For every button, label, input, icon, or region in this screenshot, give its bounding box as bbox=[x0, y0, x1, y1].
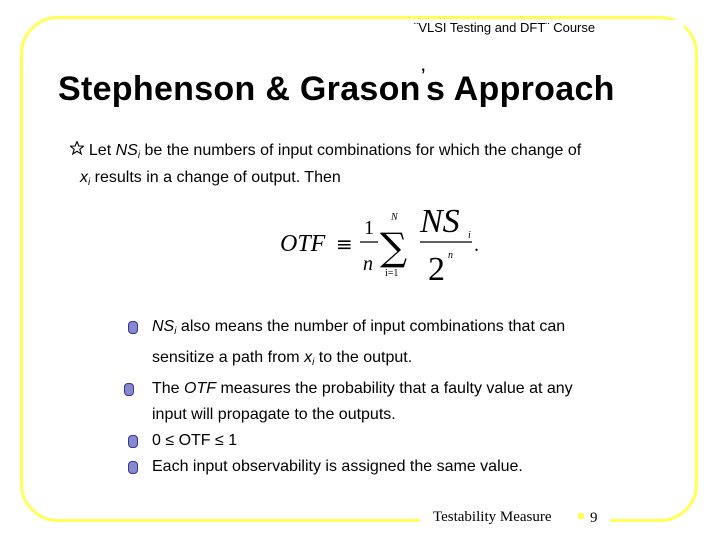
formula-ns-sub: i bbox=[468, 230, 471, 241]
formula-one: 1 bbox=[364, 217, 374, 239]
course-header: ¨VLSI Testing and DFT¨ Course bbox=[390, 20, 684, 35]
bullet-icon bbox=[128, 461, 138, 474]
otf-formula bbox=[280, 196, 500, 286]
sub-bullet-list bbox=[128, 314, 688, 480]
main-bullet-text: Let $NS_i$ be the numbers of input combinations for which the change of $x_i$ results in a change of output. Then bbox=[80, 142, 582, 188]
footer-label: Testability Measure bbox=[433, 509, 552, 525]
formula-n: n bbox=[363, 253, 373, 275]
formula-equiv: ≡ bbox=[336, 232, 353, 256]
sum-sigma: ∑ bbox=[380, 225, 408, 269]
bullet-icon bbox=[128, 321, 138, 334]
formula-ns: NS bbox=[420, 203, 460, 240]
bullet-icon bbox=[124, 383, 134, 396]
page-number: 9 bbox=[590, 510, 598, 526]
list-item: 0 ≤ OTF ≤ 1 bbox=[128, 428, 688, 454]
formula-dot: . bbox=[474, 234, 479, 256]
list-item: Each input observability is assigned the same value. bbox=[128, 454, 688, 480]
sum-lower: i=1 bbox=[385, 268, 399, 279]
bullet-icon bbox=[128, 435, 138, 448]
footer-dot-icon bbox=[578, 513, 584, 519]
sum-upper: N bbox=[391, 212, 398, 223]
formula-lhs: OTF bbox=[280, 231, 326, 257]
slide-title: Stephenson & Grason’s Approach bbox=[58, 64, 615, 108]
formula-exp: n bbox=[448, 250, 453, 261]
list-item: The OTF measures the probability that a faulty value at any input will propagate to the outputs. bbox=[128, 376, 688, 428]
list-item: $NS_i$ also means the number of input combinations that can sensitize a path from $x_i$ to the output. bbox=[128, 314, 688, 376]
formula-two: 2 bbox=[428, 251, 445, 286]
